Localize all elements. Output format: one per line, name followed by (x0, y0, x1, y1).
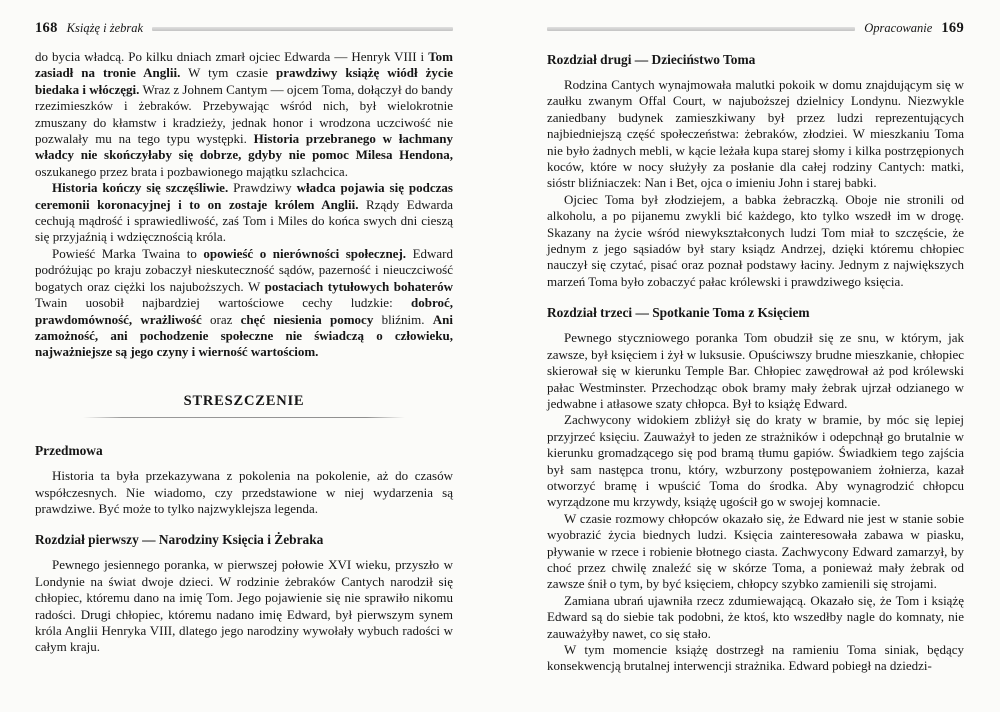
bold-text: Historia przebranego w łachmany władcy nie skończyłaby się dobrze, gdyby nie pomoc Milesa Hendona, (35, 131, 453, 163)
body-text: Twain uosobił najbardziej wartościowe cechy ludzkie: (35, 295, 411, 311)
paragraph (547, 642, 964, 675)
body-text: W czasie rozmowy chłopców okazało się, że Edward nie jest w stanie sobie wyobrazić życia biednych ludzi. Księcia zainteresowała zabawa w piasku, pływanie w rzece i robienie błotnego ciasta. Zachwycony Edward zamarzył, by choć przez chwilę znaleźć się w skórze Toma, a ponieważ mały żebrak od zawsze śnił o tym, by być księciem, chłopcy szybko zamienili się strojami. (547, 510, 964, 592)
body-text: W tym momencie książę dostrzegł na ramieniu Toma siniak, będący konsekwencją brutalnej interwencji strażnika. Edward pobiegł na dziedzi- (547, 642, 964, 674)
paragraph (35, 468, 453, 517)
body-text: Zachwycony widokiem zbliżył się do kraty w bramie, by móc się lepiej przyjrzeć księciu. Zauważył to jeden ze strażników i odepchnął go brutalnie w kierunku gromadzącego się pod bramą tłumu gapiów. Świadkiem tego zajścia był sam następca tronu, który, wzburzony postępowaniem żołnierza, kazał otworzyć bramę i wpuścić Toma do środka. Aby wynagrodzić chłopcu wyrządzone mu krzywdy, książę ugościł go w swojej komnacie. (547, 412, 964, 510)
section-title: STRESZCZENIE (183, 392, 305, 409)
section-title-block (35, 393, 453, 418)
body-text: Prawdziwy (228, 180, 297, 196)
bold-text: dobroć, prawdomówność, wrażliwość (35, 295, 453, 327)
body-text: do bycia władcą. Po kilku dniach zmarł ojciec Edwarda — Henryk VIII i (35, 49, 429, 64)
body-text: Rodzina Cantych wynajmowała malutki pokoik w domu znajdującym się w zaułku zwanym Offal Court, w najuboższej dzielnicy Londynu. Niezwykle zaniedbany budynek zamieszkiwany był przez ludzi reprezentujących najbiedniejszą część społeczeństwa: żebraków, złodziei. W mieszkaniu Toma nie było żadnych mebli, w kącie leżała kupa starej słomy i kilka postrzępionych koców, które w nocy służyły za posłanie dla całej rodziny Cantych: matki, sióstr bliźniaczek: Nan i Bet, ojca o imieniu John i starej babki. (547, 77, 964, 191)
bold-text: Tom zasiadł na tronie Anglii. (35, 49, 453, 81)
body-text: Powieść Marka Twaina to (52, 245, 204, 261)
body-text: Ojciec Toma był złodziejem, a babka żebraczką. Oboje nie stronili od alkoholu, a po pijanemu zwykli bić każdego, kto tylko wszedł im w drogę. Skazany na życie wśród niewykształconych ludzi Tom miał to szczęście, że jednym z jego sąsiadów był stary ksiądz Andrzej, dzięki któremu chłopiec nauczył się czytać, pisać oraz poznał podstawy łaciny. Jednym z największych marzeń Toma było zobaczyć pałac królewski i prawdziwego księcia. (547, 191, 964, 289)
page-header-right (547, 21, 964, 36)
paragraph (35, 557, 453, 655)
chapter-heading: Rozdział trzeci — Spotkanie Toma z Księciem (547, 305, 810, 321)
paragraph (547, 77, 964, 192)
body-text: oraz (201, 311, 241, 327)
body-text: bliźnim. (373, 311, 433, 327)
body-text: Edward podróżując po kraju zobaczył nieskuteczność sądów, pazerność i nieuczciwość bogatych oraz ciężki los najuboższych. W (35, 245, 453, 294)
chapter-heading: Rozdział pierwszy — Narodziny Księcia i Żebraka (35, 532, 324, 548)
body-text: W tym czasie (180, 65, 277, 81)
page-body-right (547, 51, 964, 675)
bold-text: prawdziwy książę wiódł życie biedaka i włóczęgi. (35, 65, 454, 97)
body-text: oszukanego przez brata i pozbawionego majątku szlachcica. (35, 163, 348, 179)
page-right (547, 0, 964, 712)
header-rule (547, 27, 855, 31)
paragraph (547, 593, 964, 642)
page-number: 168 (35, 20, 58, 36)
bold-text: opowieść o nierówności społecznej. (203, 245, 407, 261)
page-body-left (35, 49, 453, 656)
body-text: Rządy Edwarda cechują mądrość i sprawiedliwość, zaś Tom i Miles do końca swych dni cieszą się przyjaźnią i wdzięcznością króla. (35, 196, 453, 245)
paragraph (35, 246, 453, 361)
paragraph (547, 192, 964, 290)
header-rule (152, 27, 453, 31)
chapter-heading: Przedmowa (35, 443, 103, 459)
chapter-heading: Rozdział drugi — Dzieciństwo Toma (547, 52, 756, 67)
body-text: Historia ta była przekazywana z pokolenia na pokolenie, aż do czasów współczesnych. Nie wiadomo, czy przedstawione w niej wydarzenia są prawdziwe. Być może to tylko najzwyklejsza legenda. (35, 468, 453, 516)
bold-text: władca pojawia się podczas ceremonii koronacyjnej i to on zostaje królem Anglii. (35, 180, 453, 212)
running-title: Opracowanie (864, 21, 933, 35)
paragraph (547, 511, 964, 593)
running-title: Książę i żebrak (66, 21, 144, 35)
bold-text: Ani zamożność, ani pochodzenie społeczne nie świadczą o człowieku, najważniejsze są jego czyny i wierność wartościom. (35, 311, 453, 360)
paragraph (35, 180, 453, 246)
body-text: Pewnego styczniowego poranka Tom obudził się ze snu, w którym, jak zawsze, był księciem i żył w luksusie. Opuściwszy brudne mieszkanie, chłopiec skierował się w kierunku Temple Bar. Chłopiec zawędrował aż pod królewski pałac Westminster. Przechodząc obok bramy mały żebrak ujrzał odzianego w jedwabne i atłasowe szaty chłopca. Był to książę Edward. (547, 330, 964, 411)
bold-text: Historia kończy się szczęśliwie. (52, 180, 229, 196)
bold-text: chęć niesienia pomocy (240, 311, 374, 327)
body-text: Wraz z Johnem Cantym — ojcem Toma, dołączył do bandy rzezimieszków i żebraków. Przebywając wśród nich, był wielokrotnie zmuszany do kłamstw i kradzieży, jednak honor i wrodzona uczciwość nie pozwalały mu na tego typu występki. (35, 81, 453, 147)
page-left (35, 0, 453, 712)
section-rule (83, 417, 405, 418)
paragraph (547, 330, 964, 412)
paragraph (547, 412, 964, 510)
page-number: 169 (941, 20, 964, 36)
body-text: Pewnego jesiennego poranka, w pierwszej połowie XVI wieku, przyszło w Londynie na świat dwoje dzieci. W rodzinie żebraków Cantych narodził się chłopiec, któremu dano na imię Tom. Jego pojawienie się nie sprawiło nikomu radości. Drugi chłopiec, któremu nadano imię Edward, był pierwszym synem króla Anglii Henryka VIII, dlatego jego narodziny wywołały wybuch radości w całym kraju. (35, 557, 453, 655)
page-header-left (35, 21, 453, 36)
paragraph (35, 49, 453, 180)
bold-text: postaciach tytułowych bohaterów (264, 278, 453, 294)
body-text: Zamiana ubrań ujawniła rzecz zdumiewającą. Okazało się, że Tom i książę Edward są do siebie tak podobni, że ktoś, kto wszedłby nagle do komnaty, nie zauważyłby nawet, co się stało. (547, 592, 964, 641)
